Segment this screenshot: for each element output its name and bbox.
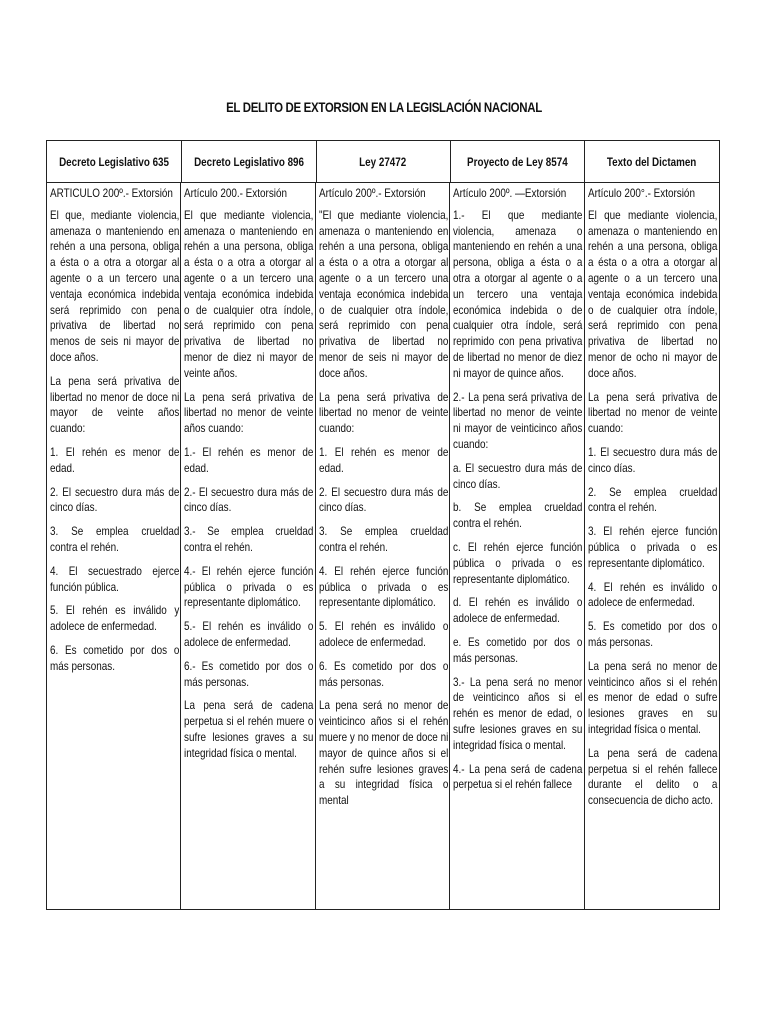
paragraph: La pena será de cadena perpetua si el rehén muere o sufre lesiones graves a su integridad física o mental. (184, 698, 314, 760)
paragraph: La pena será privativa de libertad no menor de doce ni mayor de veinte años cuando: (50, 373, 180, 436)
list-item: 5. Es cometido por dos o más personas. (587, 619, 717, 649)
list-item: 4. El rehén ejerce función pública o privada o es representante diplomático. (318, 563, 449, 610)
paragraph: La pena será privativa de libertad no menor de veinte cuando: (318, 389, 449, 436)
list-item: a. El secuestro dura más de cinco días. (453, 460, 583, 491)
list-item: 2.- El secuestro dura más de cinco días. (184, 484, 314, 515)
list-item: 3. El rehén ejerce función pública o privada o es representante diplomático. (587, 524, 717, 570)
paragraph: 3.- La pena será no menor de veinticinco años si el rehén es menor de edad, o sufre lesiones graves en su integridad física o mental. (453, 674, 583, 752)
comparison-table (46, 140, 720, 910)
paragraph: La pena será de cadena perpetua si el rehén fallece durante el delito o a consecuencia de dicho acto. (587, 745, 717, 808)
header-decreto-896: Decreto Legislativo 896 (182, 141, 317, 182)
list-item: 5. El rehén es inválido y adolece de enfermedad. (50, 603, 180, 634)
list-item: e. Es cometido por dos o más personas. (453, 634, 583, 665)
paragraph: El que mediante violencia, amenaza o manteniendo en rehén a una persona, obliga a ésta o a otra a otorgar al agente o a un tercero una ventaja económica indebida o de cualquier otra índole, será reprimido con pena privativa de libertad no menor de ocho ni mayor de doce años. (587, 207, 717, 380)
list-item: 3.- Se emplea crueldad contra el rehén. (184, 524, 314, 554)
list-item: d. El rehén es inválido o adolece de enfermedad. (453, 595, 583, 626)
list-item: 5.- El rehén es inválido o adolece de enfermedad. (184, 619, 314, 649)
column-texto-dictamen (585, 183, 719, 909)
list-item: 1. El rehén es menor de edad. (318, 444, 449, 475)
list-item: c. El rehén ejerce función pública o privada o es representante diplomático. (453, 539, 583, 586)
column-proyecto-8574 (450, 183, 584, 909)
column-ley-27472 (316, 183, 450, 909)
list-item: 1.- El rehén es menor de edad. (184, 444, 314, 475)
paragraph: El que, mediante violencia, amenaza o manteniendo en rehén a una persona, obliga a ésta o a otra a otorgar al agente o a un tercero una ventaja económica indebida será reprimido con pena privativa de libertad no menos de seis ni mayor de doce años. (50, 207, 180, 364)
paragraph: La pena será no menor de veinticinco años si el rehén es menor de edad o sufre lesiones graves en su integridad física o mental. (587, 658, 717, 736)
list-item: b. Se emplea crueldad contra el rehén. (453, 500, 583, 531)
list-item: 2. Se emplea crueldad contra el rehén. (587, 484, 717, 515)
list-item: 4. El rehén es inválido o adolece de enfermedad. (587, 579, 717, 610)
paragraph: "El que mediante violencia, amenaza o manteniendo en rehén a una persona, obliga a ésta o a otra a otorgar al agente o a un tercero una ventaja económica indebida o de cualquier otra índole, será reprimido con pena privativa de libertad no menor de seis ni mayor de doce años. (318, 207, 449, 380)
list-item: 2. El secuestro dura más de cinco días. (50, 484, 180, 515)
column-decreto-635 (47, 183, 181, 909)
article-heading: Artículo 200°.- Extorsión (587, 186, 695, 200)
article-heading: Artículo 200º.- Extorsión (318, 186, 426, 200)
header-proyecto-8574: Proyecto de Ley 8574 (451, 141, 585, 182)
list-item: 3. Se emplea crueldad contra el rehén. (318, 524, 449, 554)
list-item: 1. El rehén es menor de edad. (50, 444, 180, 475)
list-item: 4.- El rehén ejerce función pública o privada o es representante diplomático. (184, 563, 314, 610)
article-heading: Artículo 200.- Extorsión (184, 186, 288, 200)
list-item: 5. El rehén es inválido o adolece de enfermedad. (318, 619, 449, 649)
article-heading: Artículo 200º. —Extorsión (453, 186, 567, 200)
list-item: 1. El secuestro dura más de cinco días. (587, 444, 717, 475)
list-item: 6.- Es cometido por dos o más personas. (184, 658, 314, 689)
paragraph: 4.- La pena será de cadena perpetua si el rehén fallece (453, 761, 583, 792)
header-texto-dictamen: Texto del Dictamen (607, 154, 697, 169)
paragraph: La pena será privativa de libertad no menor de veinte años cuando: (184, 389, 314, 436)
header-decreto-635: Decreto Legislativo 635 (47, 141, 182, 182)
paragraph: 2.- La pena será privativa de libertad no menor de veinte ni mayor de veinticinco años cuando: (453, 389, 583, 451)
list-item: 6. Es cometido por dos o más personas. (50, 642, 180, 673)
list-item: 6. Es cometido por dos o más personas. (318, 658, 449, 689)
paragraph: La pena será privativa de libertad no menor de veinte cuando: (587, 389, 717, 436)
table-body-row (47, 183, 719, 909)
article-heading: ARTICULO 200º.- Extorsión (50, 186, 173, 200)
list-item: 4. El secuestrado ejerce función pública. (50, 563, 180, 594)
header-ley-27472: Ley 27472 (317, 141, 451, 182)
table-header-row (47, 141, 719, 183)
paragraph: 1.- El que mediante violencia, amenaza o manteniendo en rehén a una persona, obliga a ésta o a otra a otorgar al agente o a un tercero una ventaja económica indebida o de cualquier otra índole, será reprimido con pena privativa de libertad no menor de diez ni mayor de quince años. (453, 207, 583, 380)
list-item: 2. El secuestro dura más de cinco días. (318, 484, 449, 515)
column-decreto-896 (181, 183, 315, 909)
list-item: 3. Se emplea crueldad contra el rehén. (50, 524, 180, 554)
page-title: EL DELITO DE EXTORSION EN LA LEGISLACIÓN NACIONAL (226, 99, 542, 115)
paragraph: La pena será no menor de veinticinco años si el rehén muere y no menor de doce ni mayor de quince años si el rehén sufre lesiones graves a su integridad física o mental (318, 698, 449, 808)
paragraph: El que mediante violencia, amenaza o manteniendo en rehén a una persona, obliga a ésta o a otra a otorgar al agente o a un tercero una ventaja económica indebida o de cualquier otra índole, será reprimido con pena privativa de libertad no menor de diez ni mayor de veinte años. (184, 207, 314, 380)
